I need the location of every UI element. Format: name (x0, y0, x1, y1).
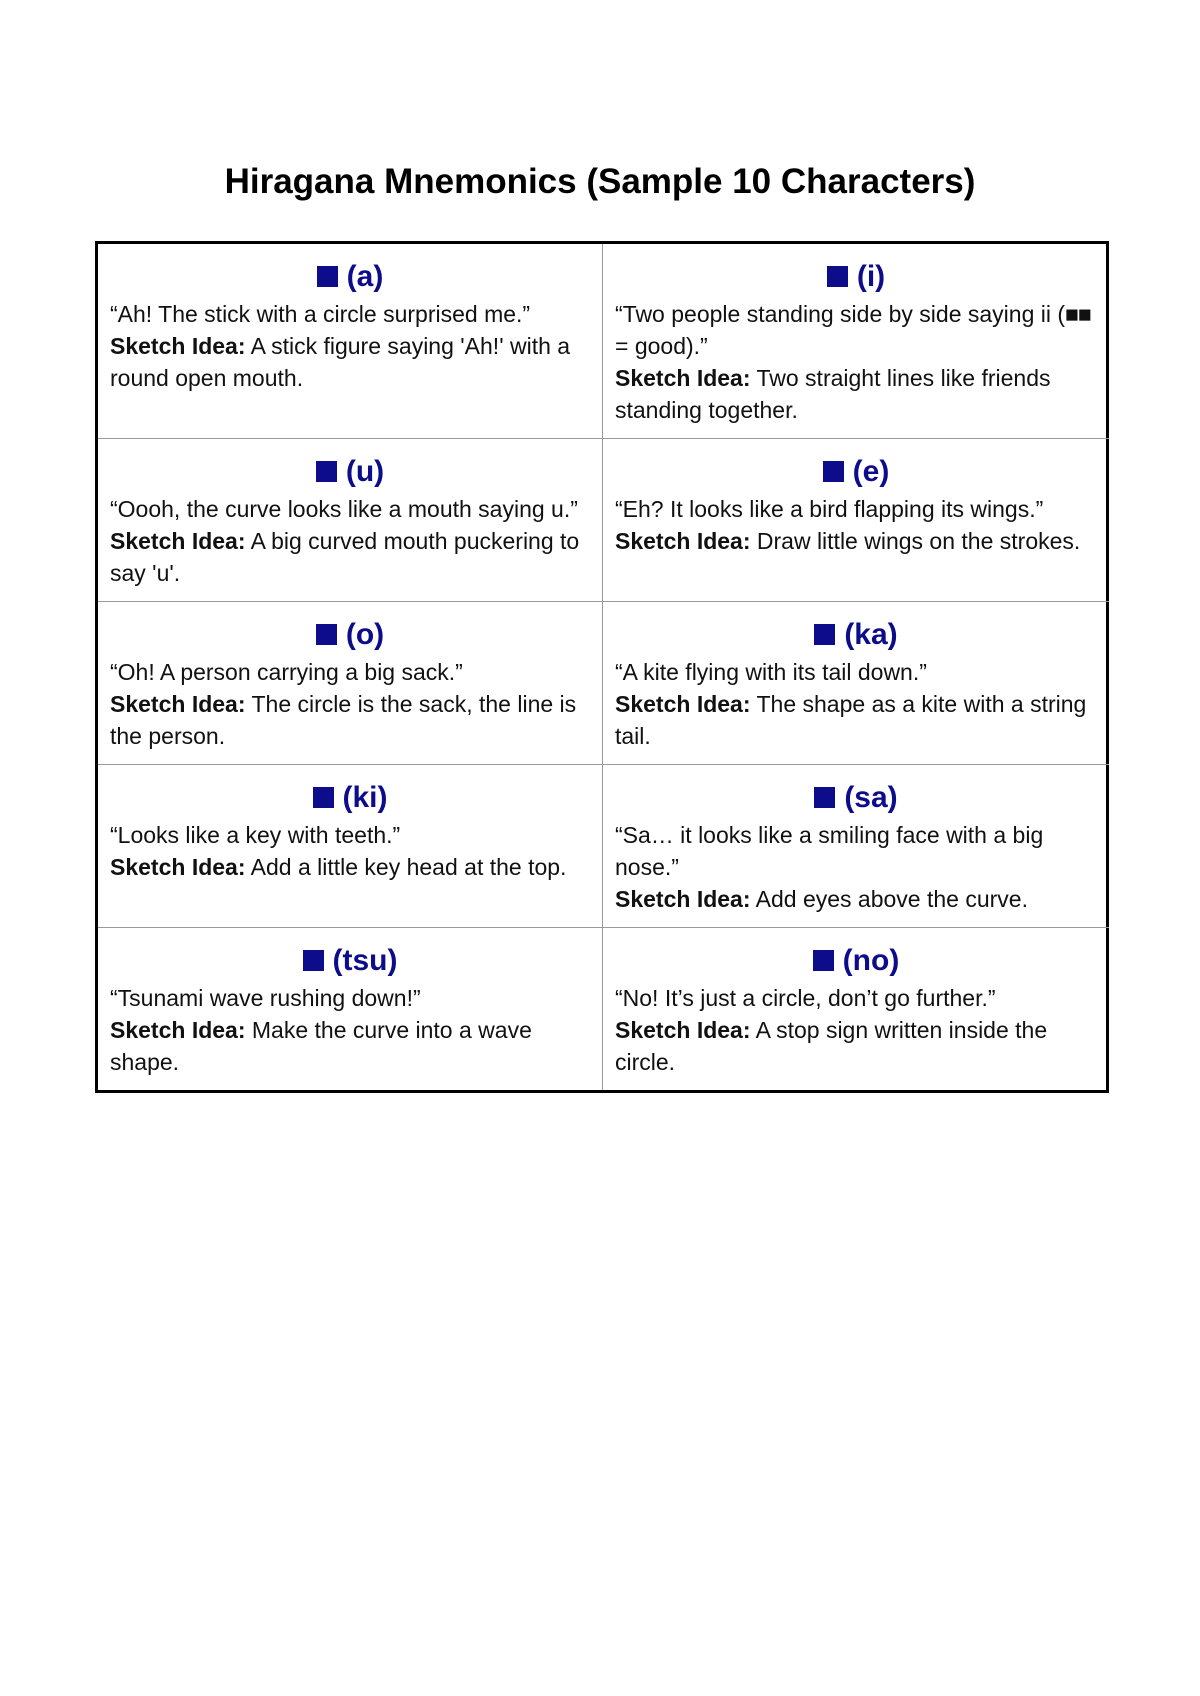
sketch-idea-text: Two straight lines like friends standing together. (615, 365, 1051, 423)
mnemonic-quote: “A kite flying with its tail down.” (615, 659, 927, 685)
square-icon (316, 624, 337, 645)
sketch-idea-text: Make the curve into a wave shape. (110, 1017, 532, 1075)
sketch-idea-label: Sketch Idea: (110, 854, 246, 880)
sketch-idea-text: The circle is the sack, the line is the person. (110, 691, 577, 749)
mnemonic-quote: “Looks like a key with teeth.” (110, 822, 401, 848)
square-icon (303, 950, 324, 971)
mnemonic-quote: “Tsunami wave rushing down!” (110, 985, 421, 1011)
mnemonic-cell-sa (603, 765, 1109, 928)
square-icon (813, 950, 834, 971)
sketch-idea-label: Sketch Idea: (110, 528, 246, 554)
cell-title (110, 616, 590, 654)
mnemonic-text (615, 819, 1097, 915)
mnemonic-cell-u (98, 439, 603, 602)
sketch-idea-label: Sketch Idea: (615, 528, 751, 554)
sketch-idea-label: Sketch Idea: (110, 691, 246, 717)
romaji-label: (e) (852, 455, 890, 488)
sketch-idea-label: Sketch Idea: (615, 691, 751, 717)
mnemonic-text (110, 656, 590, 752)
romaji-label: (ki) (342, 781, 388, 814)
romaji-label: (ka) (844, 618, 898, 651)
mnemonic-text (615, 298, 1097, 426)
sketch-idea-label: Sketch Idea: (110, 1017, 246, 1043)
cell-title (110, 942, 590, 980)
romaji-label: (sa) (844, 781, 898, 814)
page-title: Hiragana Mnemonics (Sample 10 Characters) (224, 162, 976, 201)
sketch-idea-text: The shape as a kite with a string tail. (615, 691, 1087, 749)
square-icon (316, 461, 337, 482)
cell-title (615, 616, 1097, 654)
sketch-idea-text: A stick figure saying 'Ah!' with a round open mouth. (110, 333, 571, 391)
mnemonic-quote: “Oooh, the curve looks like a mouth saying u.” (110, 496, 578, 522)
mnemonic-text (615, 656, 1097, 752)
sketch-idea-text: Add a little key head at the top. (250, 854, 567, 880)
square-icon (823, 461, 844, 482)
square-icon (814, 624, 835, 645)
missing-glyph-boxes: ■■ (1065, 301, 1091, 327)
romaji-label: (no) (842, 944, 900, 977)
sketch-idea-text: A big curved mouth puckering to say 'u'. (110, 528, 580, 586)
cell-title (615, 258, 1097, 296)
sketch-idea-text: Add eyes above the curve. (755, 886, 1028, 912)
romaji-label: (o) (345, 618, 385, 651)
square-icon (317, 266, 338, 287)
mnemonic-text (110, 982, 590, 1078)
mnemonic-quote: “Eh? It looks like a bird flapping its wings.” (615, 496, 1044, 522)
mnemonic-cell-tsu (98, 928, 603, 1090)
mnemonic-cell-no (603, 928, 1109, 1090)
mnemonic-text (615, 982, 1097, 1078)
mnemonic-quote: “Sa… it looks like a smiling face with a big nose.” (615, 822, 1044, 880)
cell-title (110, 453, 590, 491)
romaji-label: (a) (346, 260, 384, 293)
mnemonic-cell-e (603, 439, 1109, 602)
mnemonic-cell-a (98, 244, 603, 439)
sketch-idea-text: Draw little wings on the strokes. (756, 528, 1081, 554)
romaji-label: (tsu) (332, 944, 398, 977)
mnemonic-cell-ka (603, 602, 1109, 765)
mnemonic-quote: “No! It’s just a circle, don’t go further.” (615, 985, 996, 1011)
square-icon (313, 787, 334, 808)
cell-title (615, 942, 1097, 980)
cell-title (110, 258, 590, 296)
sketch-idea-label: Sketch Idea: (615, 365, 751, 391)
mnemonic-cell-i (603, 244, 1109, 439)
sketch-idea-label: Sketch Idea: (615, 1017, 751, 1043)
mnemonic-cell-ki (98, 765, 603, 928)
sketch-idea-text: A stop sign written inside the circle. (615, 1017, 1048, 1075)
square-icon (814, 787, 835, 808)
romaji-label: (i) (856, 260, 886, 293)
mnemonic-text (110, 493, 590, 589)
mnemonic-quote: “Oh! A person carrying a big sack.” (110, 659, 463, 685)
mnemonics-table (95, 241, 1109, 1093)
sketch-idea-label: Sketch Idea: (615, 886, 751, 912)
cell-title (615, 453, 1097, 491)
sketch-idea-label: Sketch Idea: (110, 333, 246, 359)
cell-title (615, 779, 1097, 817)
mnemonic-quote-suffix: = good).” (615, 333, 708, 359)
mnemonic-cell-o (98, 602, 603, 765)
mnemonic-quote: “Ah! The stick with a circle surprised me.” (110, 301, 531, 327)
romaji-label: (u) (345, 455, 385, 488)
mnemonic-quote-prefix: “Two people standing side by side saying ii ( (615, 301, 1066, 327)
mnemonic-text (615, 493, 1097, 557)
cell-title (110, 779, 590, 817)
square-icon (827, 266, 848, 287)
mnemonic-text (110, 298, 590, 394)
mnemonic-text (110, 819, 590, 883)
